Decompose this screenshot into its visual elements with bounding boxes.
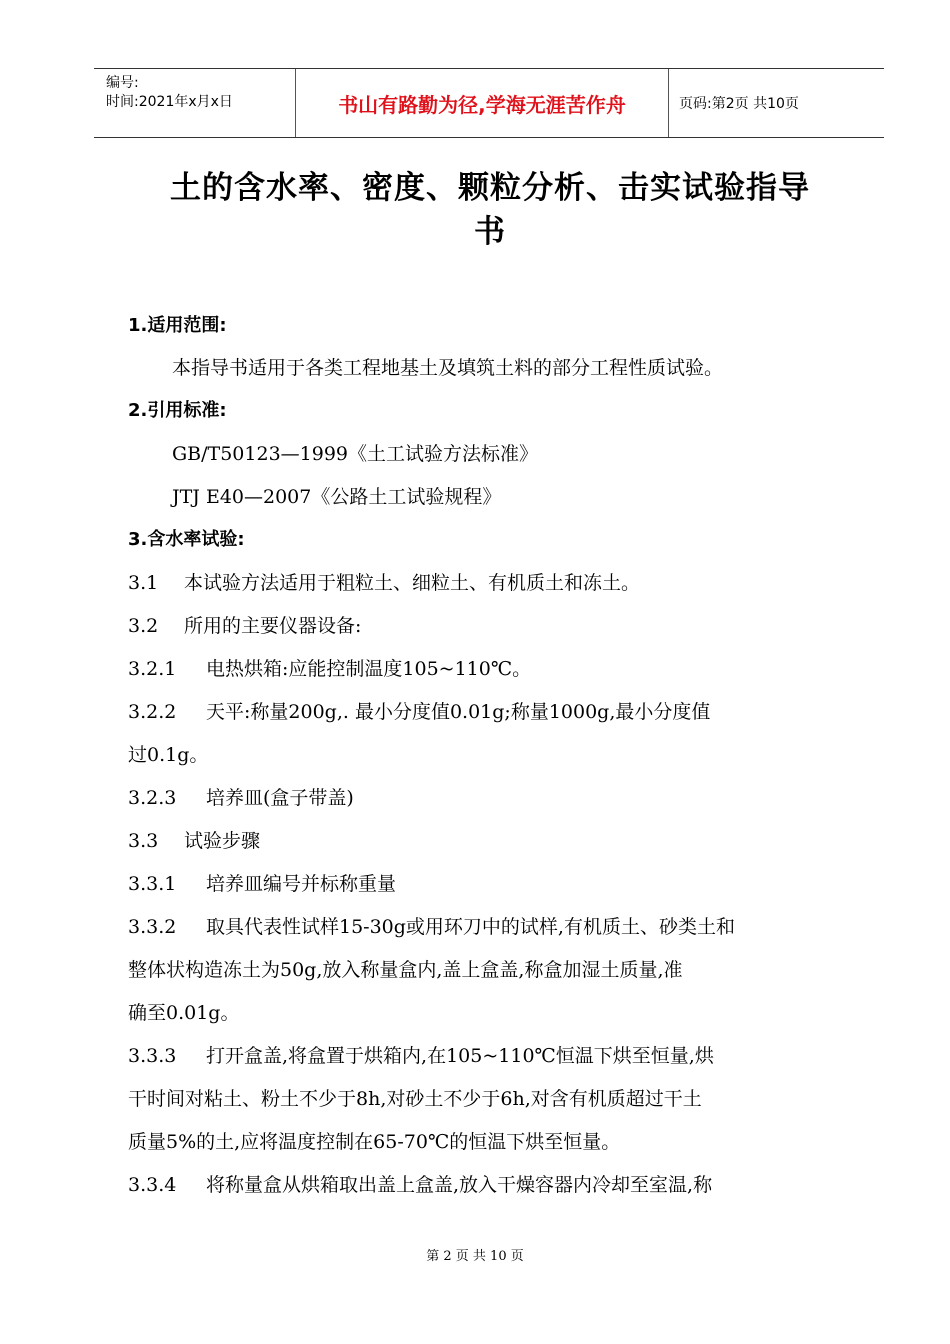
para-number: 3.1 (128, 572, 159, 594)
para-text: 取具代表性试样15-30g或用环刀中的试样,有机质土、砂类土和 (206, 916, 735, 938)
section-1-heading: 1.适用范围: (128, 315, 227, 336)
section-2-heading: 2.引用标准: (128, 400, 227, 421)
para-text: 将称量盒从烘箱取出盖上盒盖,放入干燥容器内冷却至室温,称 (206, 1174, 713, 1196)
para-3-3-3-cont-1: 干时间对粘土、粉土不少于8h,对砂土不少于6h,对含有机质超过干土 (128, 1088, 702, 1110)
doc-number-label: 编号: (106, 75, 139, 91)
title-line-1: 土的含水率、密度、颗粒分析、击实试验指导 (170, 170, 810, 206)
standard-ref-1: GB/T50123—1999《土工试验方法标准》 (172, 443, 539, 465)
para-3-2-2 (128, 699, 710, 725)
para-3-2 (128, 613, 361, 639)
standard-ref-2: JTJ E40—2007《公路土工试验规程》 (172, 486, 502, 508)
header-page-label: 页码:第2页 共10页 (679, 96, 799, 112)
para-3-2-2-cont: 过0.1g。 (128, 744, 209, 766)
header-motto: 书山有路勤为径,学海无涯苦作舟 (338, 92, 626, 117)
para-3-2-3 (128, 785, 354, 811)
para-text: 打开盒盖,将盒置于烘箱内,在105~110℃恒温下烘至恒量,烘 (206, 1045, 714, 1067)
header-meta (94, 69, 295, 137)
para-number: 3.3.2 (128, 916, 177, 938)
para-number: 3.3.4 (128, 1174, 177, 1196)
para-3-3-3 (128, 1043, 714, 1069)
header-motto-cell (295, 69, 669, 137)
para-text: 培养皿(盒子带盖) (206, 787, 354, 809)
para-number: 3.3.3 (128, 1045, 177, 1067)
para-number: 3.3 (128, 830, 159, 852)
para-number: 3.2.3 (128, 787, 177, 809)
para-3-3-2-cont-1: 整体状构造冻土为50g,放入称量盒内,盖上盒盖,称盒加湿土质量,准 (128, 959, 683, 981)
para-3-3-1 (128, 871, 396, 897)
para-text: 电热烘箱:应能控制温度105~110℃。 (206, 658, 532, 680)
para-text: 试验步骤 (184, 830, 261, 852)
page-header (94, 68, 884, 138)
para-3-1 (128, 570, 640, 596)
para-text: 本试验方法适用于粗粒土、细粒土、有机质土和冻土。 (184, 572, 641, 594)
title-line-2: 书 (474, 214, 506, 250)
section-3-heading: 3.含水率试验: (128, 529, 245, 550)
para-3-3-4 (128, 1172, 712, 1198)
para-3-3-2 (128, 914, 735, 940)
para-text: 培养皿编号并标称重量 (206, 873, 397, 895)
para-number: 3.2 (128, 615, 159, 637)
para-3-3-2-cont-2: 确至0.01g。 (128, 1002, 240, 1024)
section-1-body: 本指导书适用于各类工程地基土及填筑土料的部分工程性质试验。 (172, 357, 724, 379)
para-3-2-1 (128, 656, 531, 682)
para-text: 所用的主要仪器设备: (184, 615, 362, 637)
doc-time-label: 时间:2021年x月x日 (106, 94, 233, 110)
para-3-3 (128, 828, 260, 854)
document-title (95, 166, 885, 254)
para-text: 天平:称量200g,. 最小分度值0.01g;称量1000g,最小分度值 (206, 701, 711, 723)
para-number: 3.2.1 (128, 658, 177, 680)
para-number: 3.2.2 (128, 701, 177, 723)
para-number: 3.3.1 (128, 873, 177, 895)
page-footer: 第 2 页 共 10 页 (426, 1249, 524, 1264)
para-3-3-3-cont-2: 质量5%的土,应将温度控制在65-70℃的恒温下烘至恒量。 (128, 1131, 621, 1153)
